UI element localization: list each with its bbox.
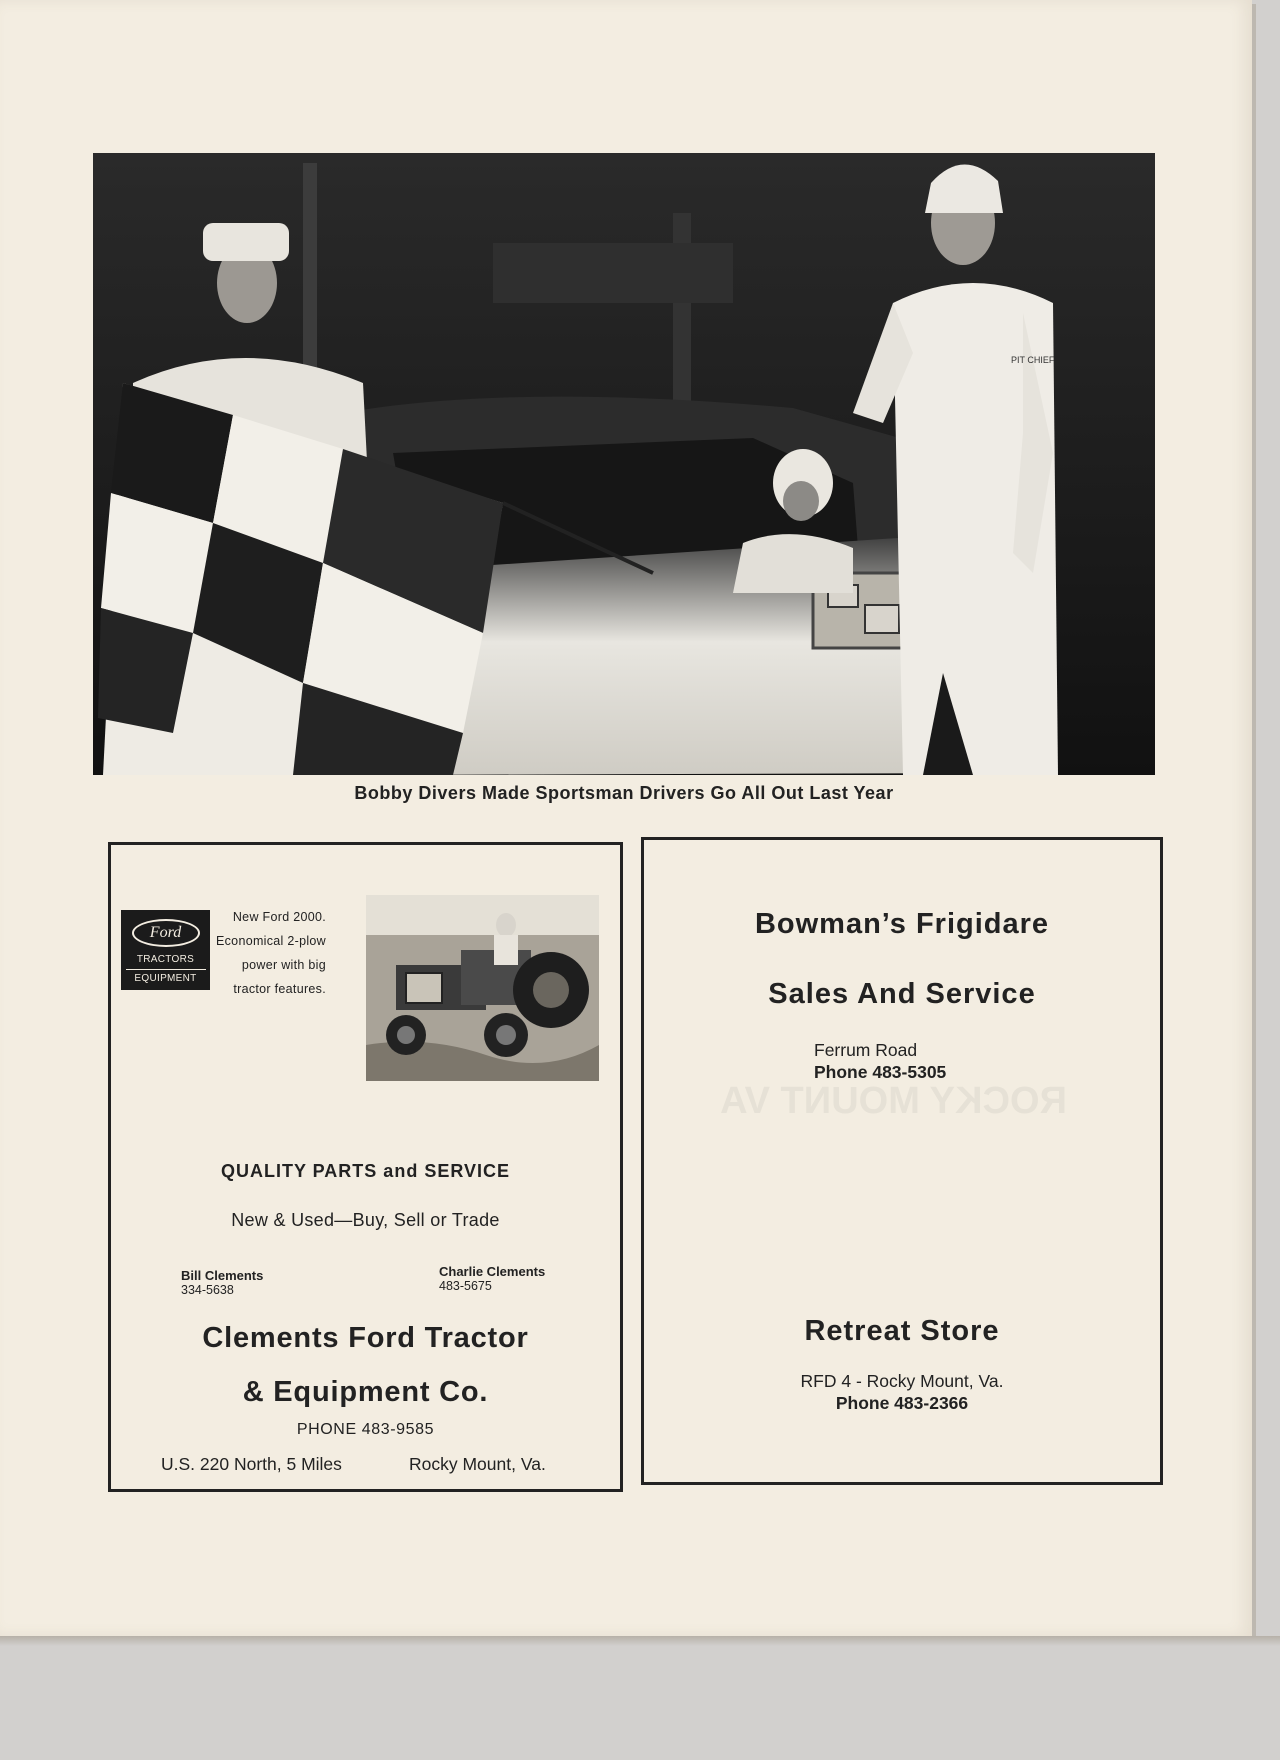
contact-bill bbox=[181, 1269, 263, 1297]
page-bottom-edge bbox=[0, 1636, 1280, 1646]
bowman-road: Ferrum Road bbox=[814, 1040, 918, 1060]
clements-ford-ad bbox=[108, 842, 623, 1492]
contact-phone: 483-5675 bbox=[439, 1279, 492, 1293]
bowman-title-line2: Sales And Service bbox=[768, 978, 1036, 1010]
blurb-line: Economical 2-plow bbox=[216, 934, 327, 948]
ford-logo-tractors: TRACTORS bbox=[136, 954, 195, 965]
retreat-store-title: Retreat Store bbox=[804, 1315, 1000, 1347]
company-phone: PHONE 483-9585 bbox=[296, 1421, 435, 1438]
company-name-line2: & Equipment Co. bbox=[242, 1376, 489, 1408]
bowman-phone: Phone 483-5305 bbox=[814, 1062, 947, 1082]
company-name-line1: Clements Ford Tractor bbox=[202, 1322, 529, 1354]
blurb-line: tractor features. bbox=[233, 982, 326, 996]
retreat-store-address bbox=[644, 1370, 1160, 1414]
ford-logo-equipment: EQUIPMENT bbox=[134, 973, 197, 984]
photo-caption: Bobby Divers Made Sportsman Drivers Go All Out Last Year bbox=[354, 783, 894, 803]
blurb-line: power with big bbox=[241, 958, 326, 972]
ford-logo-divider bbox=[126, 969, 206, 970]
bowman-retreat-ad bbox=[641, 837, 1163, 1485]
new-used-text: New & Used—Buy, Sell or Trade bbox=[231, 1210, 500, 1230]
bowman-title-line1: Bowman’s Frigidare bbox=[754, 908, 1050, 940]
tractor-blurb bbox=[216, 905, 326, 1001]
race-photo-illustration bbox=[93, 153, 1155, 775]
bleed-through-text: ROCKY MOUNT VA bbox=[720, 1080, 1067, 1122]
retreat-address-line: RFD 4 - Rocky Mount, Va. bbox=[800, 1371, 1004, 1391]
contact-charlie bbox=[439, 1265, 545, 1293]
ford-logo bbox=[121, 910, 210, 990]
bowman-address bbox=[814, 1039, 946, 1083]
tractor-photo bbox=[366, 895, 599, 1081]
contact-phone: 334-5638 bbox=[181, 1283, 234, 1297]
tractor-illustration bbox=[366, 895, 599, 1081]
quality-parts-text: QUALITY PARTS and SERVICE bbox=[220, 1161, 511, 1181]
contact-name: Bill Clements bbox=[181, 1268, 264, 1283]
contact-name: Charlie Clements bbox=[439, 1264, 546, 1279]
address-right: Rocky Mount, Va. bbox=[409, 1454, 546, 1474]
retreat-phone: Phone 483-2366 bbox=[835, 1393, 969, 1413]
ford-oval-wordmark: Ford bbox=[132, 919, 200, 947]
blurb-line: New Ford 2000. bbox=[232, 910, 326, 924]
address-left: U.S. 220 North, 5 Miles bbox=[161, 1454, 342, 1474]
pit-chief-shirt-text: PIT CHIEF bbox=[1011, 355, 1055, 365]
race-winner-photo bbox=[93, 153, 1155, 775]
